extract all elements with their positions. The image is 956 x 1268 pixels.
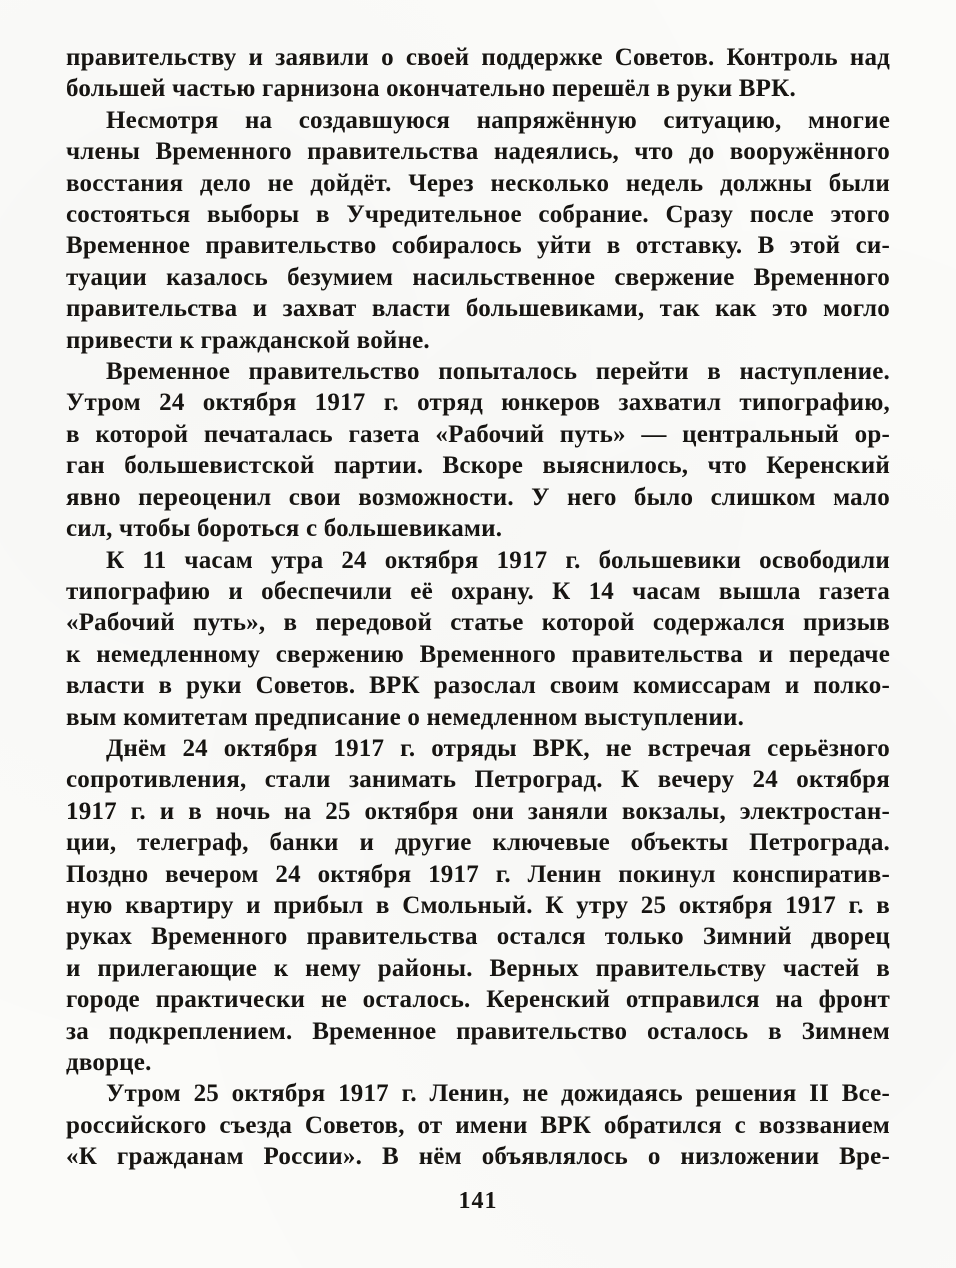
text-line: ную квартиру и прибыл в Смольный. К утру 25 октября 1917 г. в xyxy=(66,891,890,919)
text-line: дворце. xyxy=(66,1049,152,1076)
text-line: Временное правительство собиралось уйти в отставку. В этой си- xyxy=(66,232,890,260)
paragraph xyxy=(66,105,890,356)
page-number: 141 xyxy=(458,1188,498,1214)
paragraph xyxy=(66,1078,890,1172)
text-line: руках Временного правительства остался только Зимний дворец xyxy=(66,923,890,951)
text-line: Днём 24 октября 1917 г. отряды ВРК, не встречая серьёзного xyxy=(106,734,890,762)
text-line: ган большевистской партии. Вскоре выяснилось, что Керенский xyxy=(66,452,890,480)
text-line: Поздно вечером 24 октября 1917 г. Ленин покинул конспиратив- xyxy=(66,860,890,888)
text-line: привести к гражданской войне. xyxy=(66,326,430,354)
text-line: типографию и обеспечили её охрану. К 14 часам вышла газета xyxy=(66,577,890,605)
text-line: состояться выборы в Учредительное собрание. Сразу после этого xyxy=(66,201,890,229)
text-line: явно переоценил свои возможности. У него было слишком мало xyxy=(66,483,890,511)
text-line: Утром 25 октября 1917 г. Ленин, не дожидаясь решения II Все- xyxy=(106,1080,890,1108)
text-line: правительству и заявили о своей поддержке Советов. Контроль над xyxy=(66,44,890,71)
text-line: российского съезда Советов, от имени ВРК обратился с воззванием xyxy=(66,1111,890,1139)
text-line: туации казалось безумием насильственное свержение Временного xyxy=(66,263,890,291)
text-line: к немедленному свержению Временного правительства и передаче xyxy=(66,640,890,668)
text-line: члены Временного правительства надеялись, что до вооружённого xyxy=(66,138,890,166)
text-line: за подкреплением. Временное правительство осталось в Зимнем xyxy=(66,1017,890,1045)
text-line: Несмотря на создавшуюся напряжённую ситуацию, многие xyxy=(106,106,890,134)
text-line: ции, телеграф, банки и другие ключевые объекты Петрограда. xyxy=(66,829,890,857)
text-line: К 11 часам утра 24 октября 1917 г. большевики освободили xyxy=(106,546,890,574)
paragraph xyxy=(66,356,890,544)
text-line: большей частью гарнизона окончательно перешёл в руки ВРК. xyxy=(66,75,796,103)
paragraph xyxy=(66,545,890,733)
text-line: власти в руки Советов. ВРК разослал своим комиссарам и полко- xyxy=(66,672,890,700)
text-block xyxy=(66,42,890,1173)
paragraph xyxy=(66,733,890,1078)
text-line: сил, чтобы бороться с большевиками. xyxy=(66,515,503,543)
text-line: Временное правительство попыталось перейти в наступление. xyxy=(106,358,890,386)
text-line: Утром 24 октября 1917 г. отряд юнкеров захватил типографию, xyxy=(66,389,890,417)
text-line: в которой печаталась газета «Рабочий путь» — центральный ор- xyxy=(66,420,890,448)
text-line: вым комитетам предписание о немедленном выступлении. xyxy=(66,703,745,731)
text-line: городе практически не осталось. Керенский отправился на фронт xyxy=(66,986,890,1014)
text-line: «Рабочий путь», в передовой статье которой содержался призыв xyxy=(66,609,890,637)
text-line: «К гражданам России». В нём объявлялось о низложении Вре- xyxy=(66,1143,890,1171)
text-line: сопротивления, стали занимать Петроград. К вечеру 24 октября xyxy=(66,766,890,794)
text-line: правительства и захват власти большевиками, так как это могло xyxy=(66,295,890,323)
text-line: восстания дело не дойдёт. Через несколько недель должны были xyxy=(66,169,890,197)
paragraph xyxy=(66,42,890,105)
text-line: 1917 г. и в ночь на 25 октября они заняли вокзалы, электростан- xyxy=(66,797,890,825)
text-line: и прилегающие к нему районы. Верных правительству частей в xyxy=(66,954,890,982)
